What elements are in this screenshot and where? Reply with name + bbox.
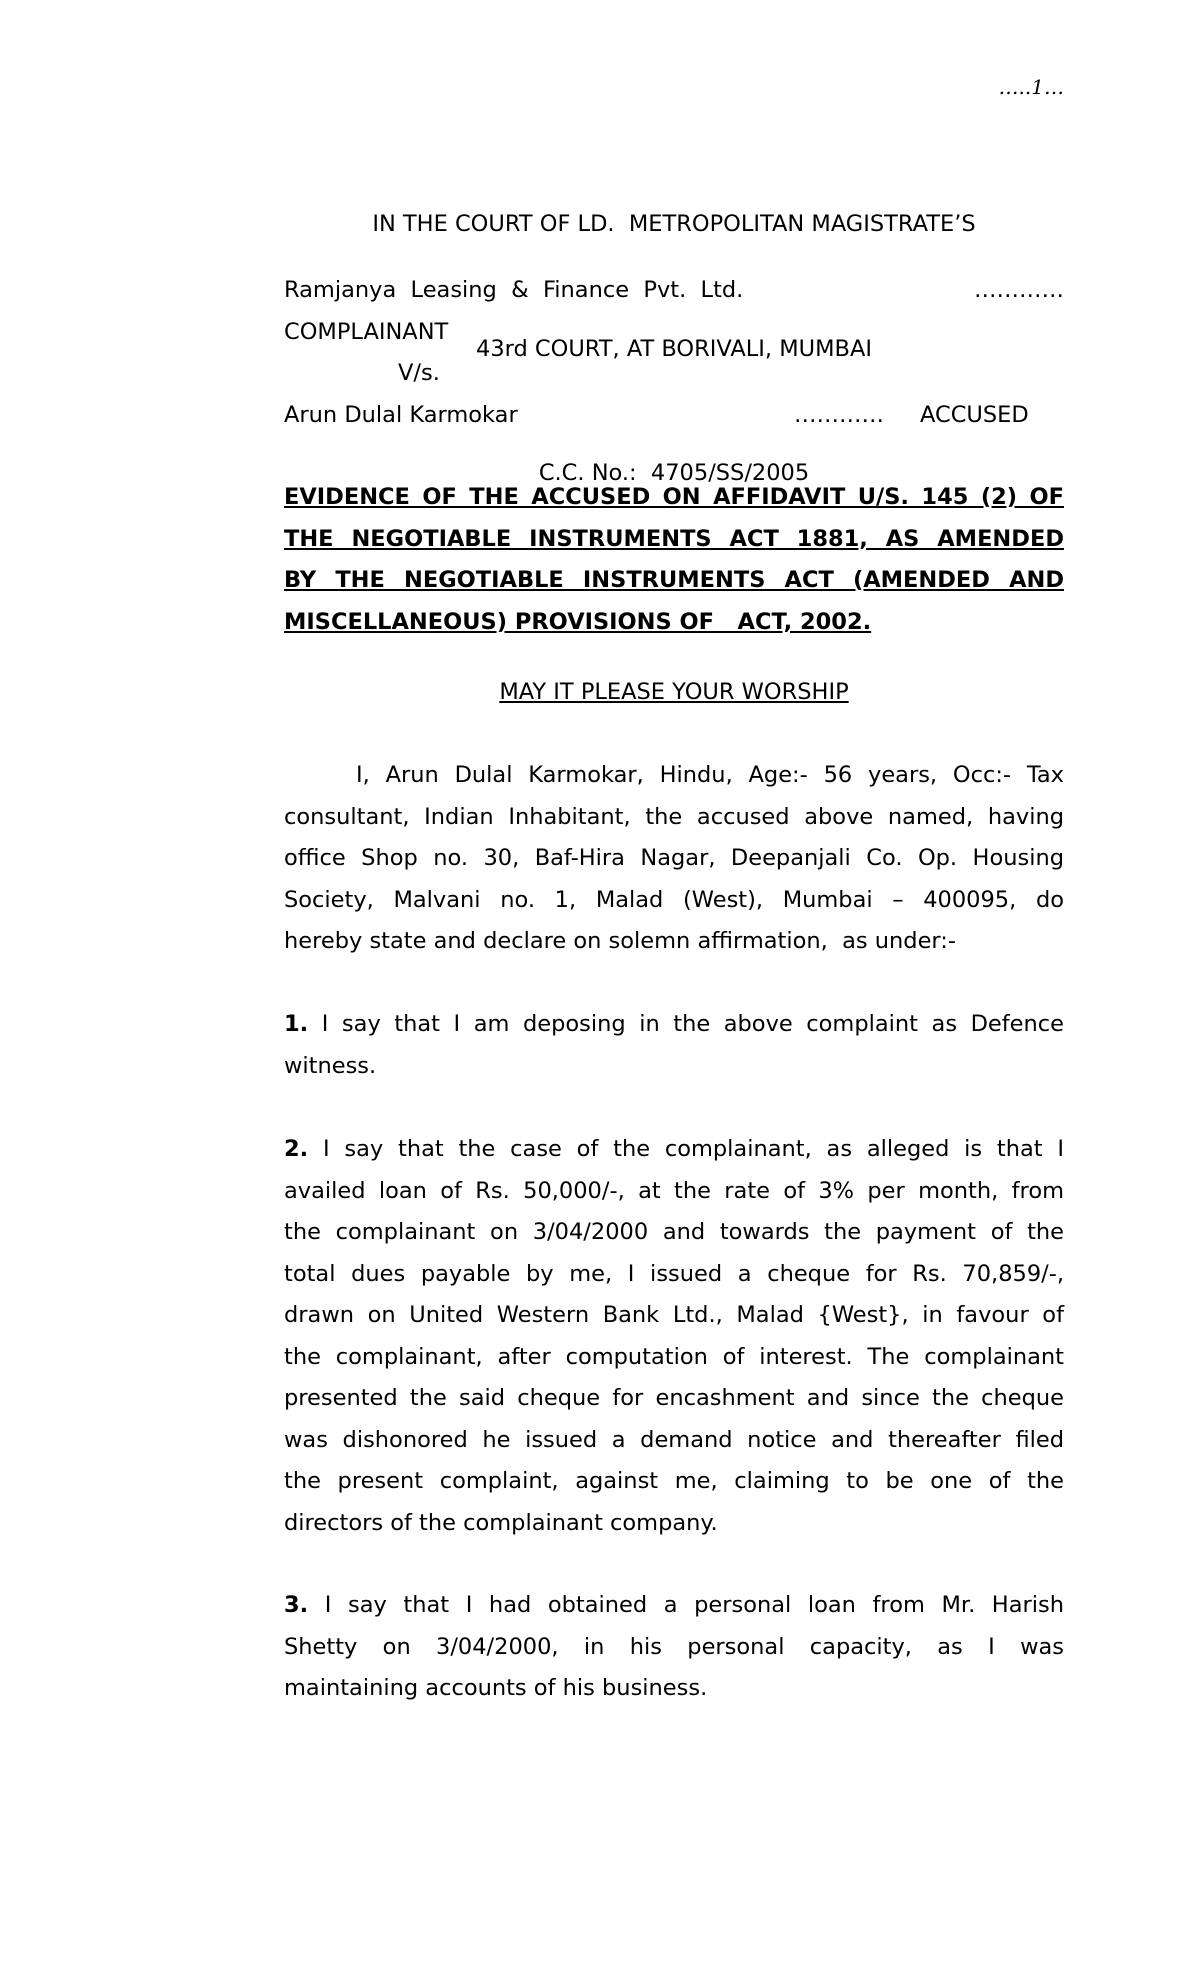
paragraph-1: [284, 1004, 1064, 1087]
accused-dots: …………: [794, 401, 884, 428]
title-line-1: EVIDENCE OF THE ACCUSED ON AFFIDAVIT U/S. 145 (2) OF: [284, 484, 1064, 510]
versus-label: V/s.: [398, 360, 440, 386]
court-header-line-1: IN THE COURT OF LD. METROPOLITAN MAGISTRATE’S: [372, 211, 976, 237]
document-title: [284, 477, 1064, 643]
paragraph-3-line-3: maintaining accounts of his business.: [284, 1675, 708, 1701]
complainant-dots: …………: [974, 277, 1064, 303]
complainant-label-row: [284, 312, 1064, 354]
paragraph-3-line-2: Shetty on 3/04/2000, in his personal capacity, as I was: [284, 1633, 1064, 1660]
paragraph-2-line-7: presented the said cheque for encashment and since the cheque: [284, 1385, 1064, 1411]
paragraph-2-line-8: was dishonored he issued a demand notice and thereafter filed: [284, 1426, 1064, 1453]
title-line-3: BY THE NEGOTIABLE INSTRUMENTS ACT (AMENDED AND: [284, 567, 1064, 593]
paragraph-number: 2.: [284, 1136, 309, 1162]
title-line-2: THE NEGOTIABLE INSTRUMENTS ACT 1881, AS AMENDED: [284, 525, 1064, 552]
parties-block: [284, 270, 1064, 436]
intro-line-5: hereby state and declare on solemn affirmation, as under:-: [284, 928, 956, 954]
paragraph-2-line-6: the complainant, after computation of interest. The complainant: [284, 1343, 1064, 1370]
paragraph-2-line-3: the complainant on 3/04/2000 and towards the payment of the: [284, 1219, 1064, 1245]
paragraph-text: I say that the case of the complainant, as alleged is that I: [308, 1136, 1064, 1162]
accused-row: [284, 395, 1064, 437]
paragraph-1-line-1: [284, 1004, 1064, 1046]
paragraph-2: [284, 1129, 1064, 1544]
paragraph-2-line-4: total dues payable by me, I issued a cheque for Rs. 70,859/-,: [284, 1260, 1064, 1287]
complainant-label: COMPLAINANT: [284, 318, 449, 345]
intro-line-3: office Shop no. 30, Baf-Hira Nagar, Deepanjali Co. Op. Housing: [284, 845, 1064, 871]
intro-line-1: I, Arun Dulal Karmokar, Hindu, Age:- 56 years, Occ:- Tax: [356, 762, 1064, 788]
paragraph-2-line-10: directors of the complainant company.: [284, 1509, 718, 1536]
paragraph-2-line-1: [284, 1129, 1064, 1171]
complainant-name: Ramjanya Leasing & Finance Pvt. Ltd.: [284, 277, 744, 303]
paragraph-2-line-9: the present complaint, against me, claiming to be one of the: [284, 1468, 1064, 1494]
paragraph-2-line-2: availed loan of Rs. 50,000/-, at the rate of 3% per month, from: [284, 1177, 1064, 1204]
intro-line-4: Society, Malvani no. 1, Malad (West), Mumbai – 400095, do: [284, 886, 1064, 913]
intro-paragraph: [284, 755, 1064, 963]
paragraph-text: I say that I am deposing in the above complaint as Defence: [308, 1011, 1064, 1037]
accused-name: Arun Dulal Karmokar: [284, 401, 518, 428]
complainant-row: [284, 270, 1064, 312]
intro-line-2: consultant, Indian Inhabitant, the accused above named, having: [284, 803, 1064, 830]
paragraph-text: I say that I had obtained a personal loan from Mr. Harish: [308, 1592, 1064, 1618]
paragraph-3-line-1: [284, 1585, 1064, 1627]
paragraph-2-line-5: drawn on United Western Bank Ltd., Malad {West}, in favour of: [284, 1302, 1064, 1328]
paragraph-1-line-2: witness.: [284, 1052, 377, 1079]
accused-label: ACCUSED: [920, 401, 1029, 428]
salutation: MAY IT PLEASE YOUR WORSHIP: [499, 679, 849, 705]
court-header-line-2: 43rd COURT, AT BORIVALI, MUMBAI: [476, 335, 872, 362]
paragraph-number: 1.: [284, 1011, 309, 1037]
case-number: C.C. No.: 4705/SS/2005: [538, 460, 810, 486]
title-line-4: MISCELLANEOUS) PROVISIONS OF ACT, 2002.: [284, 608, 872, 635]
page-number: …..1…: [998, 75, 1064, 99]
versus-row: [284, 353, 1064, 395]
paragraph-number: 3.: [284, 1592, 309, 1618]
paragraph-3: [284, 1585, 1064, 1710]
